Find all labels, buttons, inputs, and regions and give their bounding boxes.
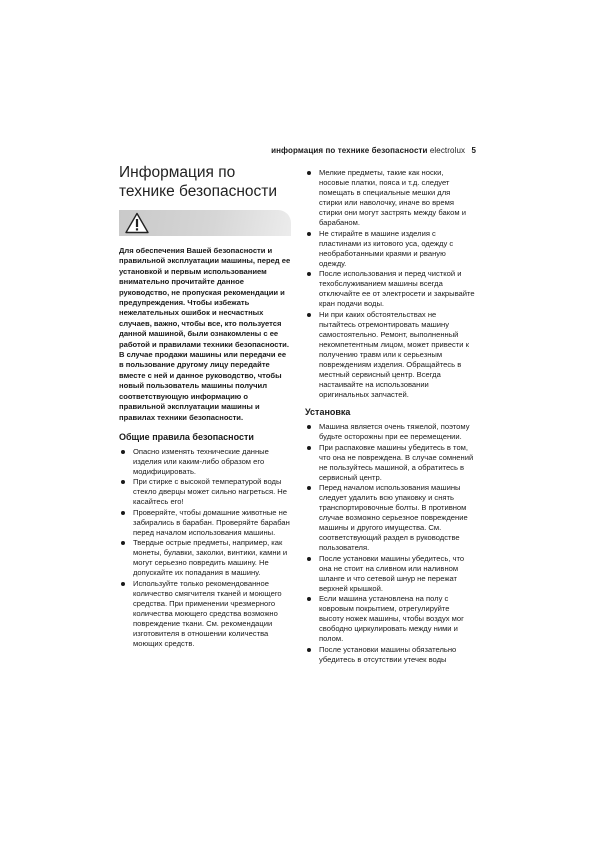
page-title: Информация по технике безопасности <box>119 164 278 200</box>
warning-triangle-icon <box>125 212 149 234</box>
running-header <box>271 146 476 155</box>
list-item: Если машина установлена на полу с ковровым покрытием, отрегулируйте высоту ножек машины, чтобы воздух мог свободно циркулировать между ними и полом. <box>305 594 475 644</box>
list-item: После использования и перед чисткой и техобслуживанием машины всегда отключайте ее от электросети и закрывайте кран подачи воды. <box>305 269 475 309</box>
installation-list <box>305 422 475 665</box>
general-rules-list <box>119 447 291 649</box>
list-item: Машина является очень тяжелой, поэтому будьте осторожны при ее перемещении. <box>305 422 475 442</box>
left-column <box>119 163 291 649</box>
header-section-title: информация по технике безопасности <box>271 146 428 155</box>
list-item: После установки машины убедитесь, что она не стоит на сливном или наливном шланге и что сетевой шнур не пережат верхней крышкой. <box>305 554 475 594</box>
list-item: При распаковке машины убедитесь в том, что она не повреждена. В случае сомнений не пользуйтесь машиной, а обратитесь в сервисный центр. <box>305 443 475 483</box>
page-number: 5 <box>471 146 476 155</box>
warning-band <box>119 210 291 236</box>
list-item: При стирке с высокой температурой воды стекло дверцы может сильно нагреться. Не касайтесь его! <box>119 477 291 507</box>
list-item: После установки машины обязательно убедитесь в отсутствии утечек воды <box>305 645 475 665</box>
general-rules-heading: Общие правила безопасности <box>119 431 254 442</box>
list-item: Проверяйте, чтобы домашние животные не забирались в барабан. Проверяйте барабан перед началом использования машины. <box>119 508 291 538</box>
list-item: Твердые острые предметы, например, как монеты, булавки, заколки, винтики, камни и могут серьезно повредить машину. Не допускайте их попадания в машину. <box>119 538 291 578</box>
list-item: Мелкие предметы, такие как носки, носовые платки, пояса и т.д. следует помещать в специальные мешки для стирки или наволочку, иначе во время стирки они могут застрять между баком и барабаном. <box>305 168 475 228</box>
list-item: Не стирайте в машине изделия с пластинами из китового уса, одежду с необработанными краями и рваную одежду. <box>305 229 475 269</box>
list-item: Ни при каких обстоятельствах не пытайтесь отремонтировать машину самостоятельно. Ремонт, выполненный некомпетентным лицом, может привести к получению травм или к серьезным повреждениям изделия. Обращайтесь в местный сервисный центр. Всегда настаивайте на использовании оригинальных запчастей. <box>305 310 475 400</box>
list-item: Перед началом использования машины следует удалить всю упаковку и снять транспортировочные болты. В противном случае возможно серьезное повреждение машины и другого имущества. См. соответствующий раздел в руководстве пользователя. <box>305 483 475 553</box>
intro-paragraph: Для обеспечения Вашей безопасности и правильной эксплуатации машины, перед ее установкой и первым использованием внимательно прочитайте данное руководство, не пропуская рекомендации и предупреждения. Чтобы избежать нежелательных ошибок и несчастных случаев, важно, чтобы все, кто пользуется данной машиной, были ознакомлены с ее работой и правилами техники безопасности. В случае продажи машины или передачи ее в пользование другому лицу передайте вместе с ней и данное руководство, чтобы новый пользователь машины получил соответствующую информацию о правильной эксплуатации машины и правилах техники безопасности. <box>119 246 291 422</box>
header-brand: electrolux <box>429 146 466 155</box>
installation-heading: Установка <box>305 407 351 417</box>
right-column <box>305 168 475 665</box>
general-rules-list-continued <box>305 168 475 400</box>
list-item: Используйте только рекомендованное количество смягчителя тканей и моющего средства. При применении чрезмерного количества моющего средства возможно повреждение ткани. См. рекомендации изготовителя в отношении количества моющих средств. <box>119 579 291 649</box>
list-item: Опасно изменять технические данные изделия или каким-либо образом его модифицировать. <box>119 447 291 477</box>
